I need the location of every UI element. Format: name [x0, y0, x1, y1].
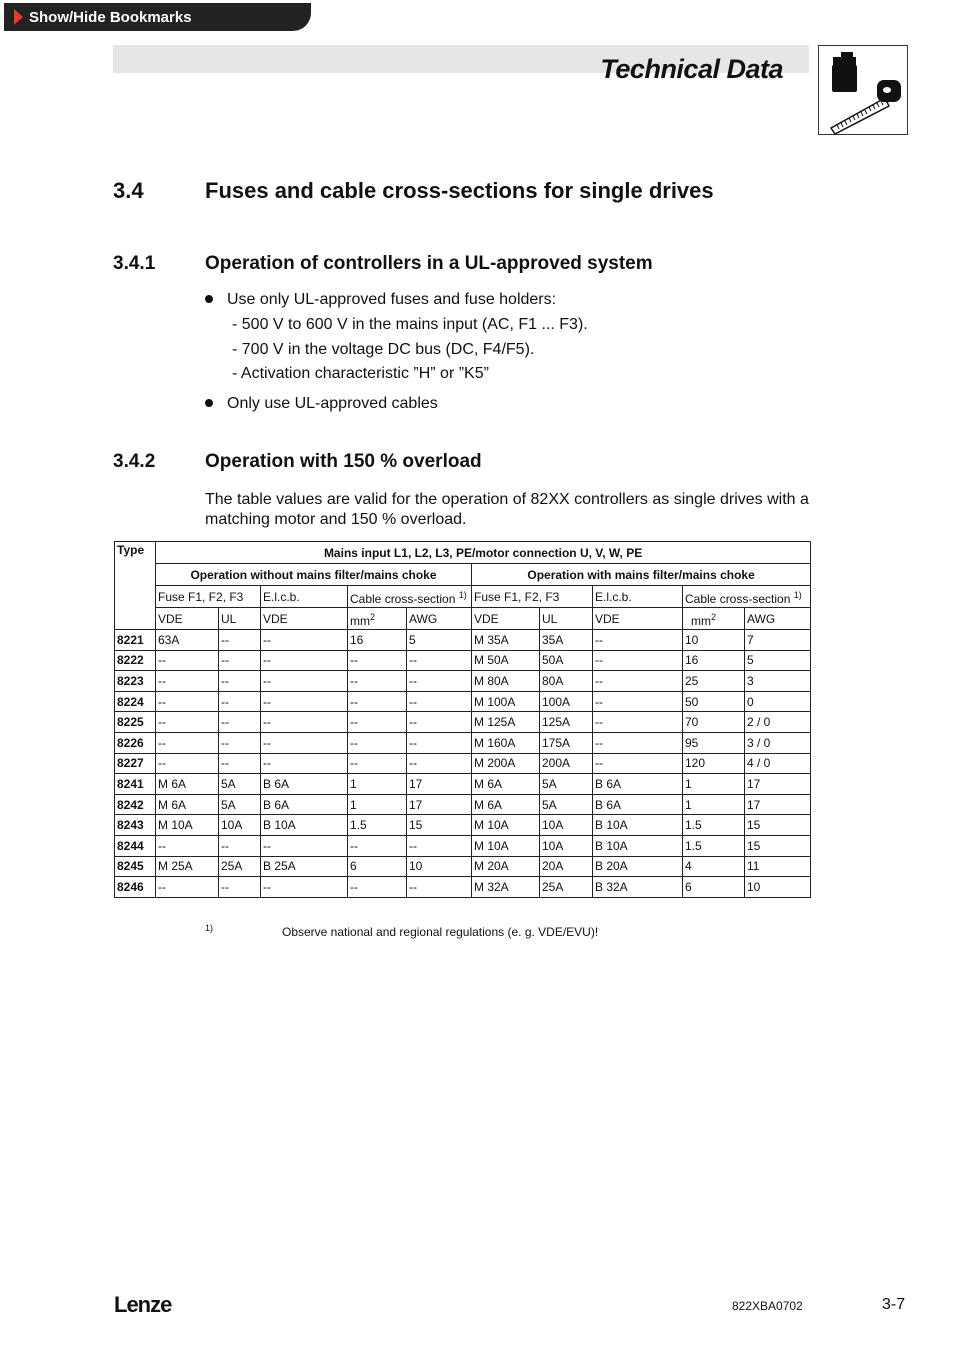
- table-cell: --: [593, 650, 683, 671]
- table-cell: --: [219, 650, 261, 671]
- table-row: [115, 650, 811, 671]
- table-cell: 17: [745, 794, 811, 815]
- table-row: [115, 835, 811, 856]
- table-cell: --: [156, 671, 219, 692]
- table-cell: M 20A: [472, 856, 540, 877]
- table-cell: 4 / 0: [745, 753, 811, 774]
- table-cell: --: [348, 753, 407, 774]
- table-cell: --: [593, 753, 683, 774]
- table-cell: 3 / 0: [745, 732, 811, 753]
- table-cell: 1: [348, 774, 407, 795]
- table-cell: 100A: [540, 691, 593, 712]
- type-cell: 8244: [115, 835, 156, 856]
- sub-list-item: - 700 V in the voltage DC bus (DC, F4/F5).: [232, 341, 535, 358]
- bullet-text: Use only UL-approved fuses and fuse holders:: [227, 291, 557, 308]
- fuse-header: Fuse F1, F2, F3: [156, 586, 261, 608]
- table-cell: M 25A: [156, 856, 219, 877]
- table-cell: --: [261, 877, 348, 898]
- table-cell: 17: [407, 794, 472, 815]
- table-cell: 6: [683, 877, 745, 898]
- sub-list-item: - Activation characteristic ”H” or ”K5”: [232, 365, 489, 382]
- type-cell: 8222: [115, 650, 156, 671]
- table-cell: 10A: [540, 815, 593, 836]
- table-cell: M 50A: [472, 650, 540, 671]
- table-cell: B 6A: [593, 774, 683, 795]
- table-cell: --: [407, 712, 472, 733]
- table-cell: B 6A: [261, 774, 348, 795]
- table-cell: --: [156, 712, 219, 733]
- table-cell: M 160A: [472, 732, 540, 753]
- table-cell: M 125A: [472, 712, 540, 733]
- table-cell: 35A: [540, 630, 593, 651]
- table-cell: --: [261, 650, 348, 671]
- elcb-header: E.l.c.b.: [593, 586, 683, 608]
- table-cell: --: [593, 691, 683, 712]
- table-cell: 63A: [156, 630, 219, 651]
- bullet-text: Only use UL-approved cables: [227, 395, 438, 412]
- mains-header: Mains input L1, L2, L3, PE/motor connection U, V, W, PE: [156, 542, 811, 564]
- table-cell: M 80A: [472, 671, 540, 692]
- table-cell: --: [348, 671, 407, 692]
- table-cell: 1.5: [683, 835, 745, 856]
- table-body: [115, 630, 811, 898]
- table-cell: --: [407, 650, 472, 671]
- subsection-number: 3.4.1: [113, 253, 156, 274]
- fuse-cable-table: [114, 541, 811, 898]
- table-row: [115, 753, 811, 774]
- table-row: [115, 732, 811, 753]
- type-cell: 8243: [115, 815, 156, 836]
- table-cell: 10: [683, 630, 745, 651]
- table-cell: --: [407, 671, 472, 692]
- table-cell: 95: [683, 732, 745, 753]
- table-cell: 1.5: [348, 815, 407, 836]
- table-cell: 17: [745, 774, 811, 795]
- group-without-filter: Operation without mains filter/mains choke: [156, 564, 472, 586]
- table-cell: --: [348, 691, 407, 712]
- type-cell: 8242: [115, 794, 156, 815]
- intro-paragraph: The table values are valid for the operation of 82XX controllers as single drives with a matching motor and 150 % overload.: [205, 491, 809, 528]
- bullet-dot-icon: [205, 295, 213, 303]
- table-row: [115, 671, 811, 692]
- table-cell: --: [407, 753, 472, 774]
- table-cell: 70: [683, 712, 745, 733]
- footnote-mark: 1): [205, 923, 214, 933]
- cable-header: Cable cross-section $^{1)}$: [348, 586, 472, 608]
- type-cell: 8224: [115, 691, 156, 712]
- bookmark-button-label: Show/Hide Bookmarks: [29, 8, 192, 26]
- table-cell: 15: [407, 815, 472, 836]
- table-cell: B 10A: [593, 835, 683, 856]
- table-cell: --: [156, 877, 219, 898]
- group-with-filter: Operation with mains filter/mains choke: [472, 564, 811, 586]
- subsection-heading-overload: [113, 451, 482, 473]
- table-cell: --: [348, 650, 407, 671]
- bullet-dot-icon: [205, 399, 213, 407]
- unit-header: AWG: [407, 608, 472, 630]
- table-cell: 16: [348, 630, 407, 651]
- table-cell: --: [219, 835, 261, 856]
- table-cell: M 6A: [156, 774, 219, 795]
- table-cell: --: [348, 732, 407, 753]
- type-header: Type: [115, 542, 156, 564]
- table-cell: --: [261, 835, 348, 856]
- table-cell: --: [156, 691, 219, 712]
- table-cell: 5A: [540, 774, 593, 795]
- table-cell: --: [407, 691, 472, 712]
- table-cell: --: [593, 732, 683, 753]
- table-cell: --: [593, 712, 683, 733]
- table-cell: B 6A: [593, 794, 683, 815]
- elcb-header: E.l.c.b.: [261, 586, 348, 608]
- type-cell: 8246: [115, 877, 156, 898]
- document-code: 822XBA0702: [732, 1299, 803, 1313]
- footnote-text: Observe national and regional regulations (e. g. VDE/EVU)!: [282, 925, 599, 939]
- type-cell: 8241: [115, 774, 156, 795]
- unit-header: UL: [219, 608, 261, 630]
- subsection-number: 3.4.2: [113, 451, 156, 472]
- table-cell: B 20A: [593, 856, 683, 877]
- type-cell: 8223: [115, 671, 156, 692]
- table-cell: --: [219, 691, 261, 712]
- show-hide-bookmarks-button[interactable]: [4, 3, 311, 31]
- table-row: [115, 691, 811, 712]
- table-cell: --: [219, 732, 261, 753]
- table-cell: --: [219, 671, 261, 692]
- table-cell: --: [156, 753, 219, 774]
- table-cell: M 6A: [472, 794, 540, 815]
- table-cell: 4: [683, 856, 745, 877]
- table-cell: 175A: [540, 732, 593, 753]
- table-cell: --: [407, 835, 472, 856]
- table-cell: 1: [348, 794, 407, 815]
- type-cell: 8225: [115, 712, 156, 733]
- table-cell: 10A: [540, 835, 593, 856]
- table-cell: M 35A: [472, 630, 540, 651]
- table-cell: 50A: [540, 650, 593, 671]
- table-cell: 0: [745, 691, 811, 712]
- unit-header: AWG: [745, 608, 811, 630]
- table-cell: M 100A: [472, 691, 540, 712]
- table-cell: --: [407, 732, 472, 753]
- table-cell: 17: [407, 774, 472, 795]
- type-cell: 8245: [115, 856, 156, 877]
- table-cell: 200A: [540, 753, 593, 774]
- table-cell: --: [261, 630, 348, 651]
- table-cell: --: [348, 877, 407, 898]
- table-cell: --: [593, 630, 683, 651]
- table-row: [115, 794, 811, 815]
- table-cell: --: [219, 877, 261, 898]
- type-cell: 8221: [115, 630, 156, 651]
- table-cell: 5A: [540, 794, 593, 815]
- table-row: [115, 815, 811, 836]
- page-number: 3-7: [882, 1296, 906, 1313]
- unit-header: UL: [540, 608, 593, 630]
- table-cell: 120: [683, 753, 745, 774]
- table-cell: 15: [745, 815, 811, 836]
- table-cell: B 10A: [593, 815, 683, 836]
- table-cell: 7: [745, 630, 811, 651]
- table-row: [115, 630, 811, 651]
- triangle-right-icon: [14, 9, 23, 25]
- table-cell: 10: [407, 856, 472, 877]
- subsection-title: Operation of controllers in a UL-approved system: [205, 253, 653, 274]
- table-cell: 25A: [219, 856, 261, 877]
- table-cell: 1: [683, 794, 745, 815]
- table-cell: 10A: [219, 815, 261, 836]
- table-cell: --: [261, 712, 348, 733]
- table-cell: 1: [683, 774, 745, 795]
- table-cell: M 10A: [472, 835, 540, 856]
- table-cell: 125A: [540, 712, 593, 733]
- table-cell: --: [261, 732, 348, 753]
- table-cell: 1.5: [683, 815, 745, 836]
- table-cell: M 32A: [472, 877, 540, 898]
- table-cell: 25A: [540, 877, 593, 898]
- type-cell: 8226: [115, 732, 156, 753]
- table-cell: 80A: [540, 671, 593, 692]
- table-cell: --: [219, 630, 261, 651]
- table-cell: 3: [745, 671, 811, 692]
- table-cell: 16: [683, 650, 745, 671]
- unit-header: VDE: [261, 608, 348, 630]
- table-cell: 2 / 0: [745, 712, 811, 733]
- section-number: 3.4: [113, 178, 144, 203]
- table-cell: M 6A: [156, 794, 219, 815]
- table-cell: 5: [745, 650, 811, 671]
- table-cell: --: [348, 835, 407, 856]
- table-cell: 5A: [219, 774, 261, 795]
- table-cell: --: [156, 650, 219, 671]
- cable-header: Cable cross-section $^{1)}$: [683, 586, 811, 608]
- table-cell: --: [261, 671, 348, 692]
- table-cell: --: [407, 877, 472, 898]
- table-cell: B 6A: [261, 794, 348, 815]
- table-cell: --: [219, 753, 261, 774]
- lenze-logo: Lenze: [114, 1292, 172, 1317]
- table-row: [115, 877, 811, 898]
- table-row: [115, 712, 811, 733]
- unit-header: $mm^2$: [348, 608, 407, 630]
- table-cell: 20A: [540, 856, 593, 877]
- table-cell: 10: [745, 877, 811, 898]
- subsection-heading-ul: [113, 253, 653, 275]
- table-cell: --: [261, 691, 348, 712]
- weight-and-tape-measure-icon: [818, 45, 908, 135]
- table-cell: --: [593, 671, 683, 692]
- table-cell: --: [156, 835, 219, 856]
- table-cell: --: [348, 712, 407, 733]
- table-row: [115, 856, 811, 877]
- unit-header: VDE: [472, 608, 540, 630]
- table-cell: 11: [745, 856, 811, 877]
- table-cell: --: [156, 732, 219, 753]
- bullet-item: [205, 291, 556, 309]
- table-cell: 25: [683, 671, 745, 692]
- table-cell: 5: [407, 630, 472, 651]
- unit-header: $mm^2$: [683, 608, 745, 630]
- sub-list-item: - 500 V to 600 V in the mains input (AC, F1 ... F3).: [232, 316, 588, 333]
- table-row: [115, 774, 811, 795]
- table-cell: --: [219, 712, 261, 733]
- bullet-item: [205, 395, 438, 413]
- type-cell: 8227: [115, 753, 156, 774]
- table-cell: --: [261, 753, 348, 774]
- table-cell: M 10A: [156, 815, 219, 836]
- unit-header: VDE: [593, 608, 683, 630]
- section-title: Fuses and cable cross-sections for single drives: [205, 178, 714, 203]
- table-cell: B 32A: [593, 877, 683, 898]
- table-cell: 50: [683, 691, 745, 712]
- table-cell: 6: [348, 856, 407, 877]
- section-heading: [113, 178, 714, 204]
- table-cell: B 10A: [261, 815, 348, 836]
- table-cell: 5A: [219, 794, 261, 815]
- page-title: Technical Data: [600, 54, 783, 84]
- table-cell: 15: [745, 835, 811, 856]
- table-cell: M 200A: [472, 753, 540, 774]
- fuse-header: Fuse F1, F2, F3: [472, 586, 593, 608]
- table-cell: M 10A: [472, 815, 540, 836]
- subsection-title: Operation with 150 % overload: [205, 451, 482, 472]
- table-cell: M 6A: [472, 774, 540, 795]
- table-cell: B 25A: [261, 856, 348, 877]
- unit-header: VDE: [156, 608, 219, 630]
